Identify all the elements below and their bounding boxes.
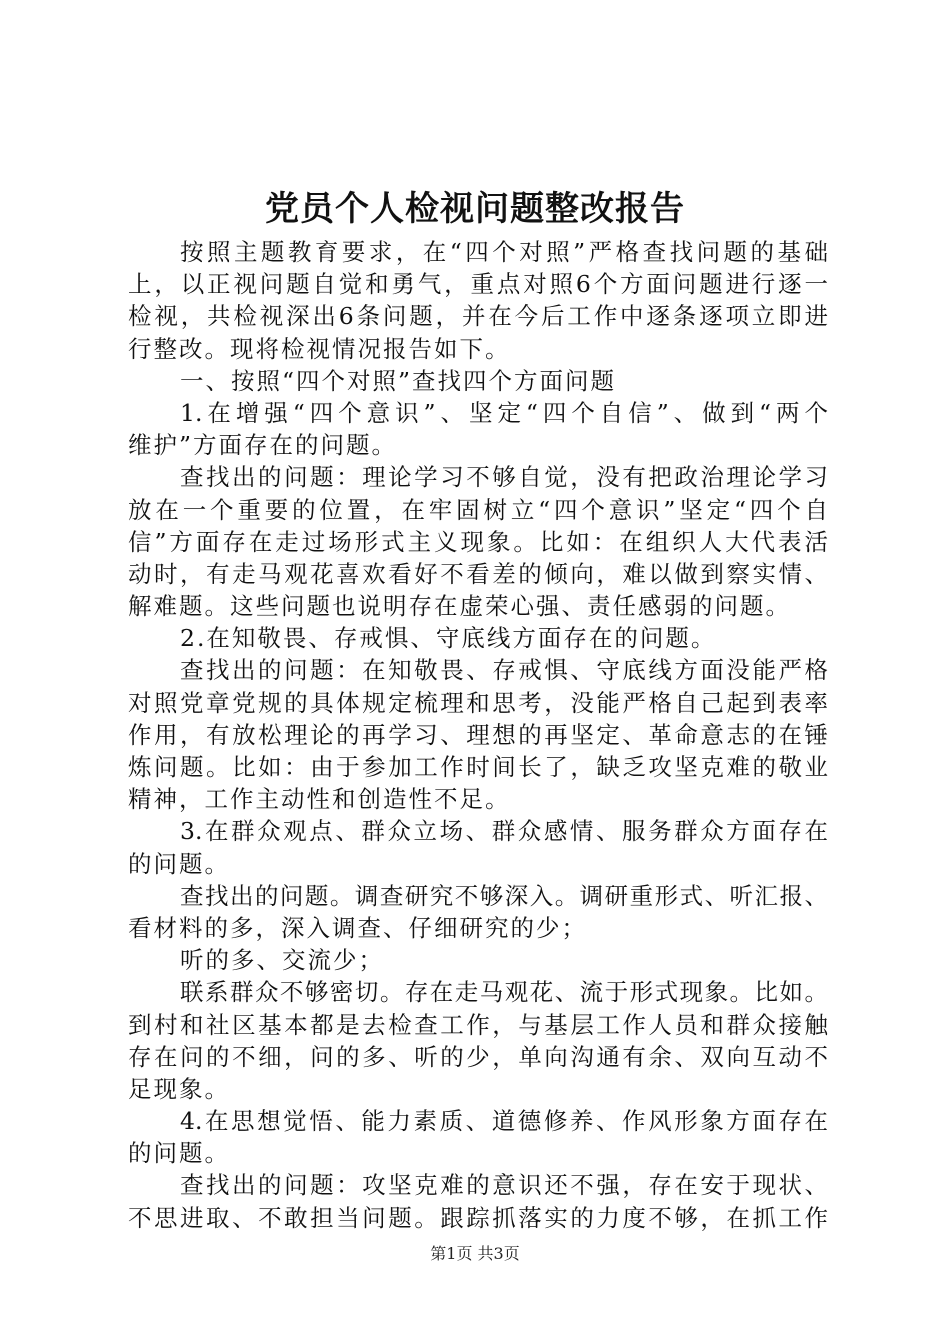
text-line: 炼问题。比如：由于参加工作时间长了，缺乏攻坚克难的敬业 xyxy=(128,753,828,781)
text-line: 查找出的问题：理论学习不够自觉，没有把政治理论学习 xyxy=(180,463,828,492)
text-line: 检视，共检视深出6条问题，并在今后工作中逐条逐项立即进 xyxy=(128,302,828,331)
text-line: 查找出的问题：在知敬畏、存戒惧、守底线方面没能严格 xyxy=(180,656,828,685)
text-line: 动时，有走马观花喜欢看好不看差的倾向，难以做到察实情、 xyxy=(128,559,828,588)
text-line: 存在问的不细，问的多、听的少，单向沟通有余、双向互动不 xyxy=(128,1042,828,1071)
text-line: 作用，有放松理论的再学习、理想的再坚定、革命意志的在锤 xyxy=(128,720,828,749)
text-line: 足现象。 xyxy=(128,1074,230,1103)
text-line: 联系群众不够密切。存在走马观花、流于形式现象。比如。 xyxy=(180,978,828,1007)
text-line: 精神，工作主动性和创造性不足。 xyxy=(128,785,511,814)
text-line: 放在一个重要的位置，在牢固树立“四个意识”坚定“四个自 xyxy=(128,495,828,524)
document-body xyxy=(128,236,828,1234)
text-line: 查找出的问题。调查研究不够深入。调研重形式、听汇报、 xyxy=(180,881,828,910)
text-line: 到村和社区基本都是去检查工作，与基层工作人员和群众接触 xyxy=(128,1010,828,1039)
text-line: 行整改。现将检视情况报告如下。 xyxy=(128,334,511,363)
text-line: 解难题。这些问题也说明存在虚荣心强、责任感弱的问题。 xyxy=(128,592,791,621)
text-line: 看材料的多，深入调查、仔细研究的少； xyxy=(128,913,587,942)
text-line: 查找出的问题：攻坚克难的意识还不强，存在安于现状、 xyxy=(180,1171,828,1200)
text-line: 4.在思想觉悟、能力素质、道德修养、作风形象方面存在 xyxy=(180,1107,828,1136)
text-line: 按照主题教育要求，在“四个对照”严格查找问题的基础 xyxy=(180,238,828,266)
text-line: 信”方面存在走过场形式主义现象。比如：在组织人大代表活 xyxy=(128,527,828,556)
text-line: 1.在增强“四个意识”、坚定“四个自信”、做到“两个 xyxy=(180,398,828,427)
text-line: 3.在群众观点、群众立场、群众感情、服务群众方面存在 xyxy=(180,817,828,846)
text-line: 上，以正视问题自觉和勇气，重点对照6个方面问题进行逐一 xyxy=(128,270,828,299)
text-line: 对照党章党规的具体规定梳理和思考，没能严格自己起到表率 xyxy=(128,688,828,717)
text-line: 的问题。 xyxy=(128,1139,230,1168)
text-line: 一、按照“四个对照”查找四个方面问题 xyxy=(180,366,617,395)
text-line: 的问题。 xyxy=(128,849,230,878)
text-line: 听的多、交流少； xyxy=(180,946,384,975)
page-footer: 第1页 共3页 xyxy=(430,1244,520,1263)
text-line: 不思进取、不敢担当问题。跟踪抓落实的力度不够，在抓工作 xyxy=(128,1203,828,1232)
document-title: 党员个人检视问题整改报告 xyxy=(265,189,685,229)
text-line: 维护”方面存在的问题。 xyxy=(128,431,398,460)
text-line: 2.在知敬畏、存戒惧、守底线方面存在的问题。 xyxy=(180,624,717,653)
